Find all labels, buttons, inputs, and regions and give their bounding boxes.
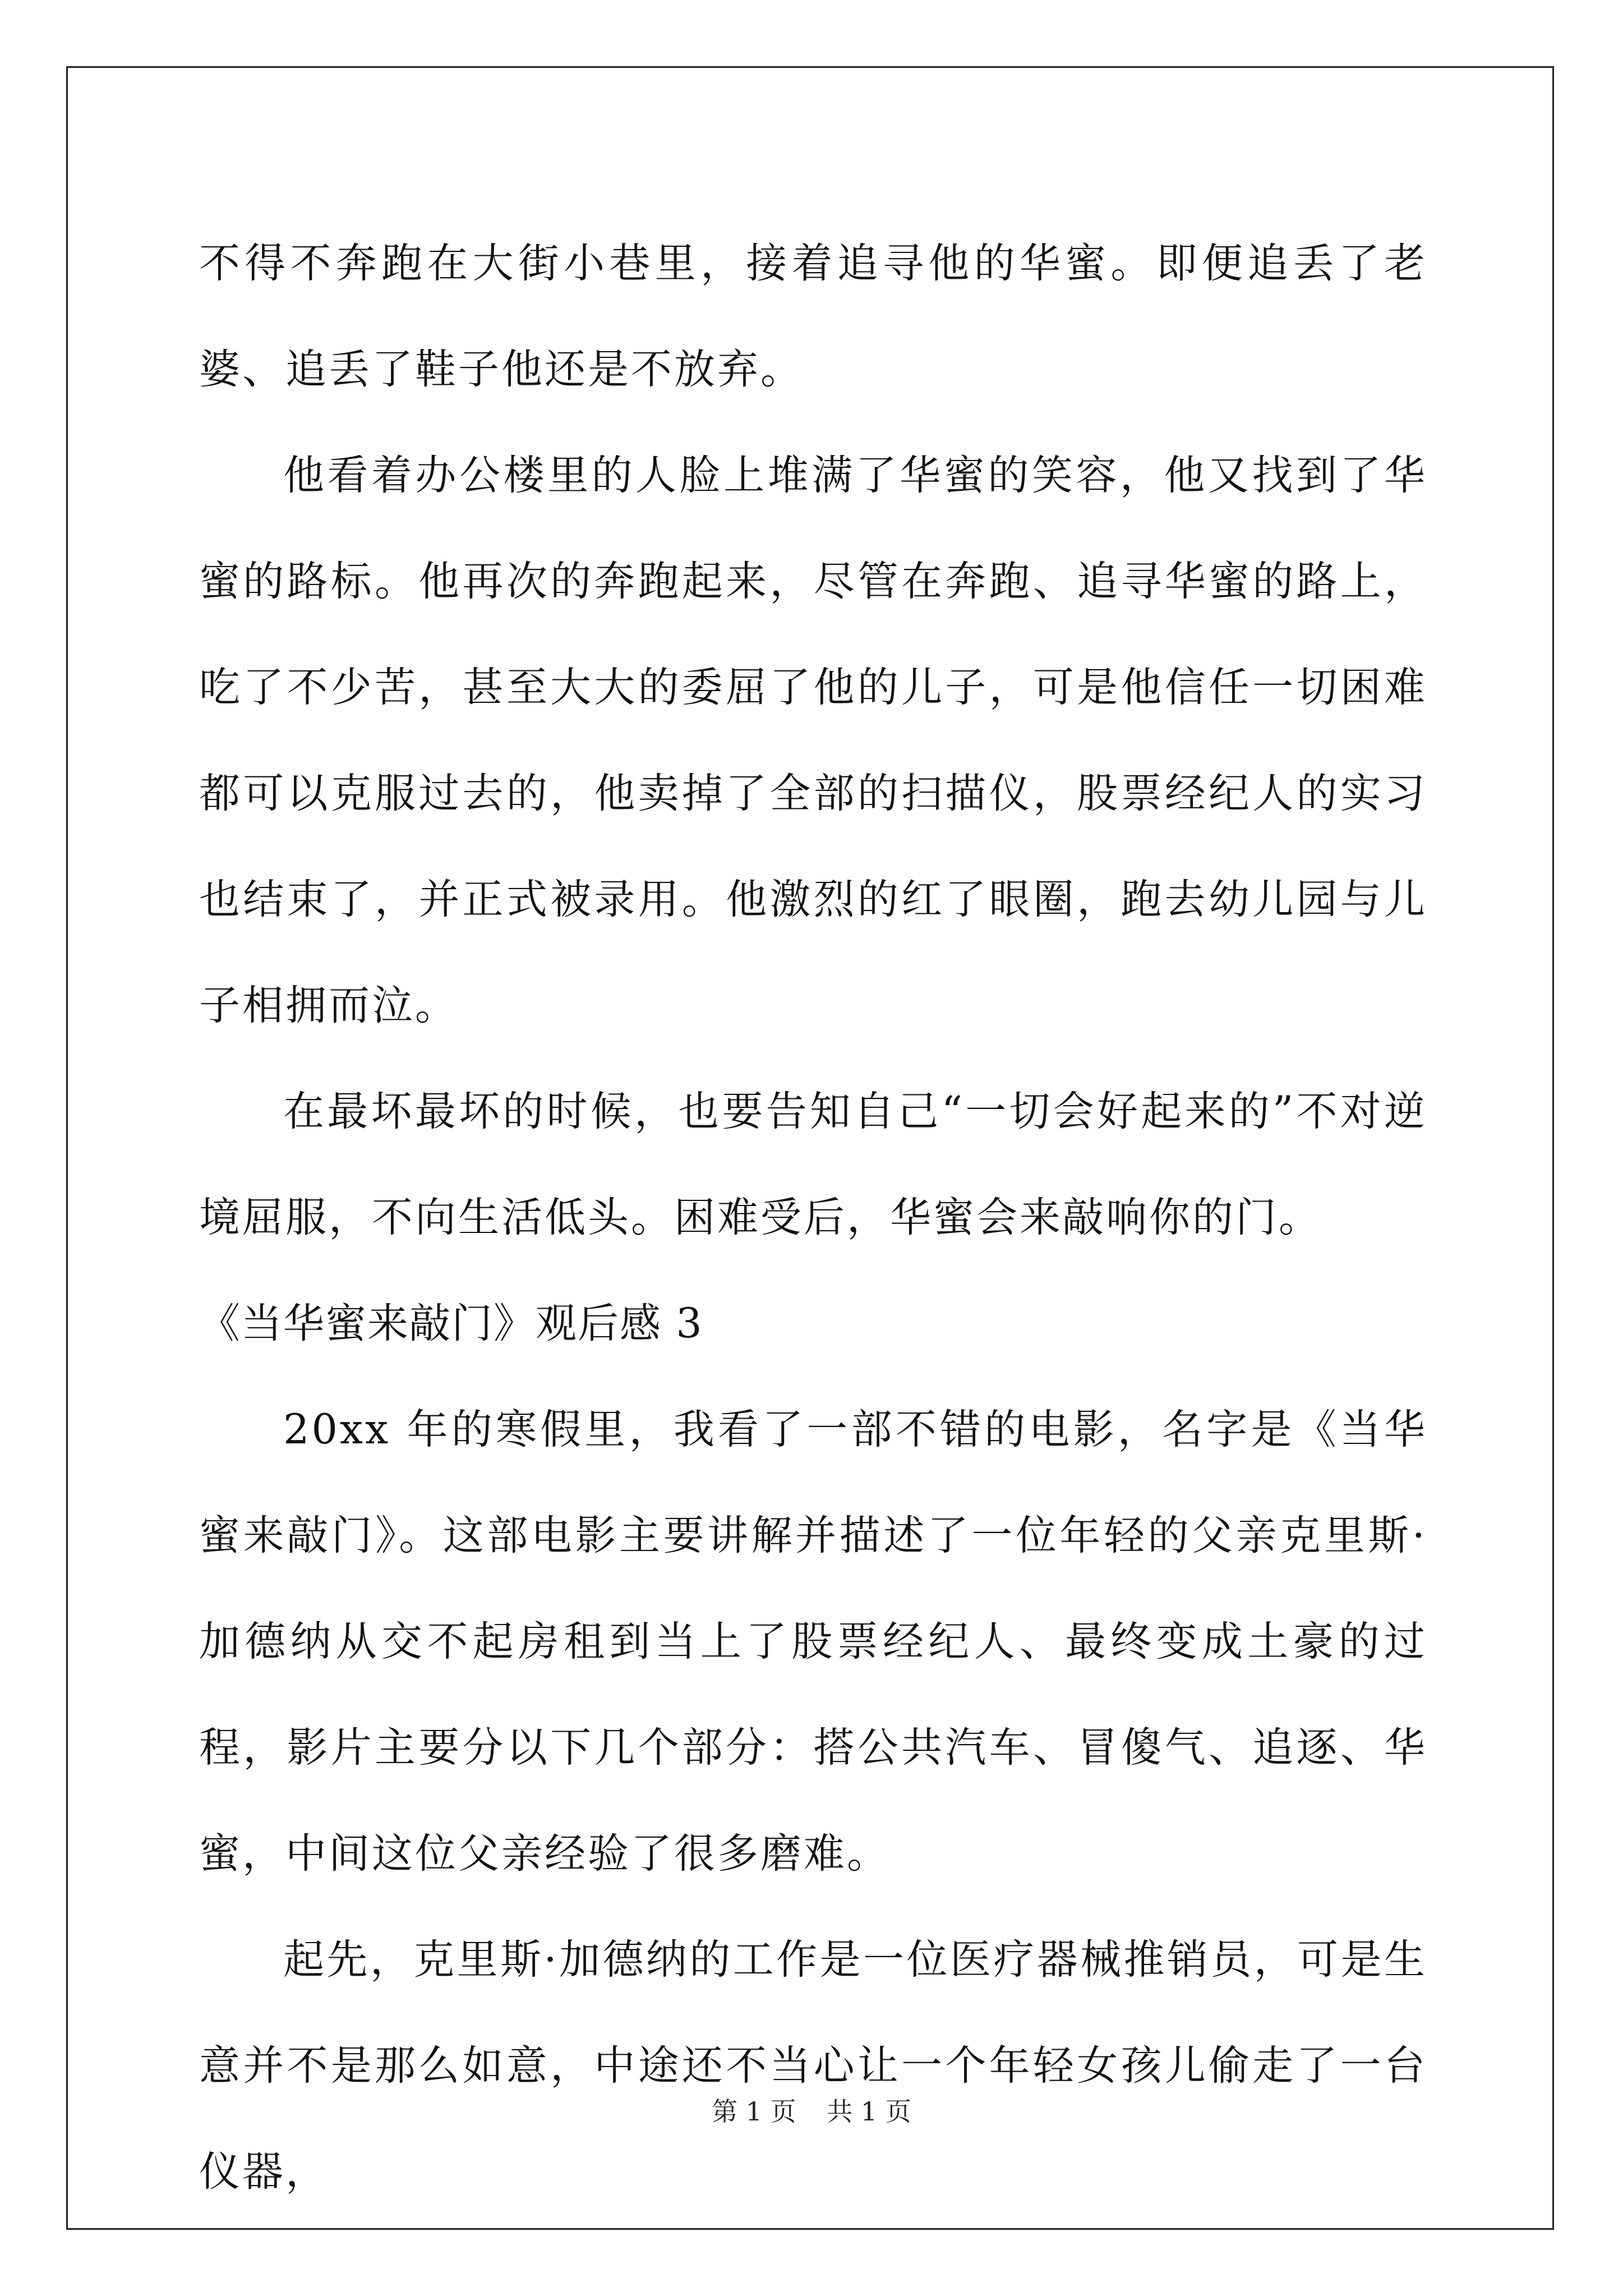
paragraph: 不得不奔跑在大街小巷里，接着追寻他的华蜜。即便追丢了老婆、追丢了鞋子他还是不放弃。	[199, 240, 1427, 393]
page-footer	[0, 2091, 1623, 2128]
section-title: 《当华蜜来敲门》观后感 3	[199, 1300, 703, 1347]
paragraph: 他看着办公楼里的人脸上堆满了华蜜的笑容，他又找到了华蜜的路标。他再次的奔跑起来，尽管在奔跑、追寻华蜜的路上，吃了不少苦，甚至大大的委屈了他的儿子，可是他信任一切困难都可以克服过去的，他卖掉了全部的扫描仪，股票经纪人的实习也结束了，并正式被录用。他激烈的红了眼圈，跑去幼儿园与儿子相拥而泣。	[199, 452, 1427, 1029]
paragraph: 20xx 年的寒假里，我看了一部不错的电影，名字是《当华蜜来敲门》。这部电影主要讲解并描述了一位年轻的父亲克里斯·加德纳从交不起房租到当上了股票经纪人、最终变成土豪的过程，影片主要分以下几个部分：搭公共汽车、冒傻气、追逐、华蜜，中间这位父亲经验了很多磨难。	[199, 1406, 1427, 1878]
page-number: 第 1 页	[712, 2096, 796, 2127]
document-body	[199, 210, 1427, 2225]
paragraph: 起先，克里斯·加德纳的工作是一位医疗器械推销员，可是生意并不是那么如意，中途还不当心让一个年轻女孩儿偷走了一台仪器，	[199, 1936, 1427, 2196]
paragraph: 在最坏最坏的时候，也要告知自己“一切会好起来的”不对逆境屈服，不向生活低头。困难受后，华蜜会来敲响你的门。	[199, 1088, 1427, 1241]
page-total: 共 1 页	[827, 2096, 911, 2127]
